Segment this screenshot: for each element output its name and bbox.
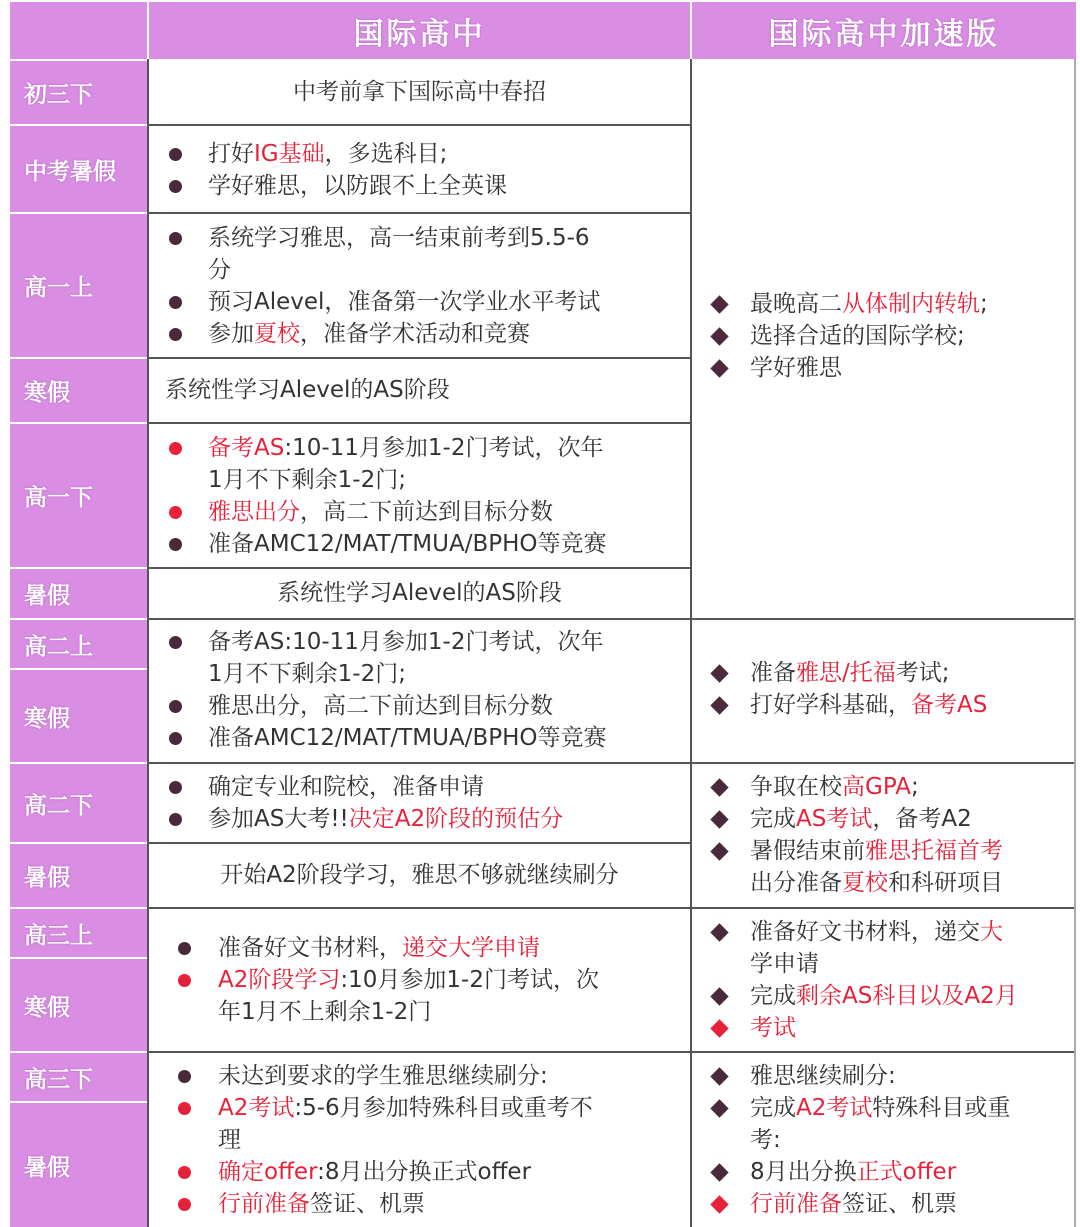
col1-sep	[149, 422, 690, 424]
item-ielts-score-2: 雅思出分，高二下前达到目标分数	[208, 693, 553, 719]
row-label-zhongkao-summer: 中考暑假	[10, 126, 147, 212]
item-pre-departure-2: 行前准备签证、机票	[750, 1191, 957, 1217]
item-prepare-as-2-cont: 1月不下剩余1-2门;	[208, 661, 406, 687]
col2-sep	[692, 907, 1074, 909]
col1-sep	[149, 1051, 690, 1053]
item-subject-basics: 打好学科基础，备考AS	[750, 692, 988, 718]
item-summer-school: 参加夏校，准备学术活动和竞赛	[208, 321, 530, 347]
row-label-gaoer-shang: 高二上	[10, 620, 147, 668]
row-label-gaoyi-xia: 高一下	[10, 424, 147, 567]
item-prepare-as-cont: 1月不下剩余1-2门;	[208, 467, 406, 493]
bullet	[710, 696, 728, 714]
item-a2-study-cont: 年1月不上剩余1-2门	[218, 999, 432, 1025]
cell-start-a2: 开始A2阶段学习，雅思不够就继续刷分	[220, 862, 619, 888]
col1-sep	[149, 618, 690, 620]
item-transfer-track: 最晚高二从体制内转轨;	[750, 291, 988, 317]
bullet	[710, 327, 728, 345]
cell-summer-as: 系统性学习Alevel的AS阶段	[277, 580, 562, 606]
cell-chusan-xia: 中考前拿下国际高中春招	[293, 79, 546, 105]
cell-winter-as: 系统性学习Alevel的AS阶段	[165, 377, 450, 403]
bullet	[178, 1070, 191, 1083]
bullet	[178, 974, 191, 987]
item-submit-application: 准备好文书材料，递交大	[750, 919, 1003, 945]
bullet	[169, 442, 182, 455]
item-complete-as: 完成AS考试，备考A2	[750, 806, 972, 832]
bullet	[710, 810, 728, 828]
item-confirm-offer: 确定offer:8月出分换正式offer	[218, 1159, 532, 1185]
row-label-gaoyi-shang: 高一上	[10, 214, 147, 357]
bullet	[169, 180, 182, 193]
bullet	[169, 148, 182, 161]
bullet	[710, 359, 728, 377]
item-application-docs: 准备好文书材料，递交大学申请	[218, 935, 540, 961]
item-a2-exam: A2考试:5-6月参加特殊科目或重考不	[218, 1095, 593, 1121]
header-international-high-school: 国际高中	[149, 2, 690, 59]
item-official-offer: 8月出分换正式offer	[750, 1159, 957, 1185]
item-prepare-as-2: 备考AS:10-11月参加1-2门考试，次年	[208, 629, 604, 655]
bullet	[169, 781, 182, 794]
row-label-gaoer-xia: 高二下	[10, 764, 147, 842]
header-accelerated-version: 国际高中加速版	[692, 2, 1076, 59]
schedule-table	[10, 2, 1076, 1227]
row-label-winter-1: 寒假	[10, 359, 147, 422]
item-prepare-as: 备考AS:10-11月参加1-2门考试，次年	[208, 435, 604, 461]
col2-sep	[692, 762, 1074, 764]
bullet	[710, 1163, 728, 1181]
item-a2-exam-cont: 理	[218, 1127, 241, 1153]
item-submit-application-cont: 学申请	[750, 951, 819, 977]
item-learn-ielts-2: 学好雅思	[750, 355, 842, 381]
item-first-exam-cont: 出分准备夏校和科研项目	[750, 870, 1003, 896]
bullet	[169, 296, 182, 309]
bullet	[169, 232, 182, 245]
bullet	[178, 1102, 191, 1115]
item-learn-ielts: 学好雅思，以防跟不上全英课	[208, 173, 507, 199]
item-ielts-study-cont: 分	[208, 257, 231, 283]
item-ig-basics: 打好IG基础，多选科目;	[208, 141, 448, 167]
item-choose-school: 选择合适的国际学校;	[750, 323, 965, 349]
row-label-summer-1: 暑假	[10, 569, 147, 618]
item-as-exam: 参加AS大考!!决定A2阶段的预估分	[208, 806, 564, 832]
row-label-gaosan-shang: 高三上	[10, 909, 147, 957]
bullet	[710, 842, 728, 860]
bullet	[169, 813, 182, 826]
bullet	[710, 987, 728, 1005]
bullet	[710, 778, 728, 796]
bullet	[169, 732, 182, 745]
item-exam: 考试	[750, 1015, 796, 1041]
item-competitions: 准备AMC12/MAT/TMUA/BPHO等竞赛	[208, 531, 607, 557]
item-ielts-study: 系统学习雅思，高一结束前考到5.5-6	[208, 225, 590, 251]
divider-right	[1074, 59, 1076, 1227]
col2-sep	[692, 618, 1074, 620]
bullet	[169, 636, 182, 649]
bullet	[710, 295, 728, 313]
item-choose-major: 确定专业和院校，准备申请	[208, 774, 484, 800]
col1-sep	[149, 357, 690, 359]
header-blank	[10, 2, 147, 59]
col1-sep	[149, 762, 690, 764]
bullet	[710, 1067, 728, 1085]
bullet	[710, 664, 728, 682]
bullet	[710, 1019, 728, 1037]
item-a2-study: A2阶段学习:10月参加1-2门考试，次	[218, 967, 599, 993]
item-first-exam: 暑假结束前雅思托福首考	[750, 838, 1003, 864]
bullet	[710, 1195, 728, 1213]
bullet	[169, 328, 182, 341]
col1-sep	[149, 907, 690, 909]
item-complete-a2-cont: 考:	[750, 1127, 781, 1153]
item-ielts-retake-2: 雅思继续刷分:	[750, 1063, 896, 1089]
bullet	[169, 506, 182, 519]
bullet	[178, 1166, 191, 1179]
item-ielts-toefl: 准备雅思/托福考试;	[750, 660, 950, 686]
item-preview-alevel: 预习Alevel，准备第一次学业水平考试	[208, 289, 601, 315]
item-high-gpa: 争取在校高GPA;	[750, 774, 919, 800]
col2-sep	[692, 1051, 1074, 1053]
item-pre-departure: 行前准备签证、机票	[218, 1191, 425, 1217]
bullet	[710, 923, 728, 941]
bullet	[710, 1099, 728, 1117]
item-ielts-score: 雅思出分，高二下前达到目标分数	[208, 499, 553, 525]
bullet	[169, 538, 182, 551]
item-ielts-retake: 未达到要求的学生雅思继续刷分:	[218, 1063, 548, 1089]
row-label-winter-2: 寒假	[10, 670, 147, 762]
row-label-gaosan-xia: 高三下	[10, 1053, 147, 1101]
row-label-summer-2: 暑假	[10, 844, 147, 907]
col1-sep	[149, 212, 690, 214]
row-label-chusan-xia: 初三下	[10, 61, 147, 124]
item-remaining-as: 完成剩余AS科目以及A2月	[750, 983, 1018, 1009]
row-label-winter-3: 寒假	[10, 959, 147, 1051]
item-competitions-2: 准备AMC12/MAT/TMUA/BPHO等竞赛	[208, 725, 607, 751]
item-complete-a2: 完成A2考试特殊科目或重	[750, 1095, 1011, 1121]
bullet	[178, 942, 191, 955]
col1-sep	[149, 842, 690, 844]
row-label-summer-3: 暑假	[10, 1103, 147, 1227]
bullet	[178, 1198, 191, 1211]
bullet	[169, 700, 182, 713]
col1-sep	[149, 124, 690, 126]
col1-sep	[149, 567, 690, 569]
